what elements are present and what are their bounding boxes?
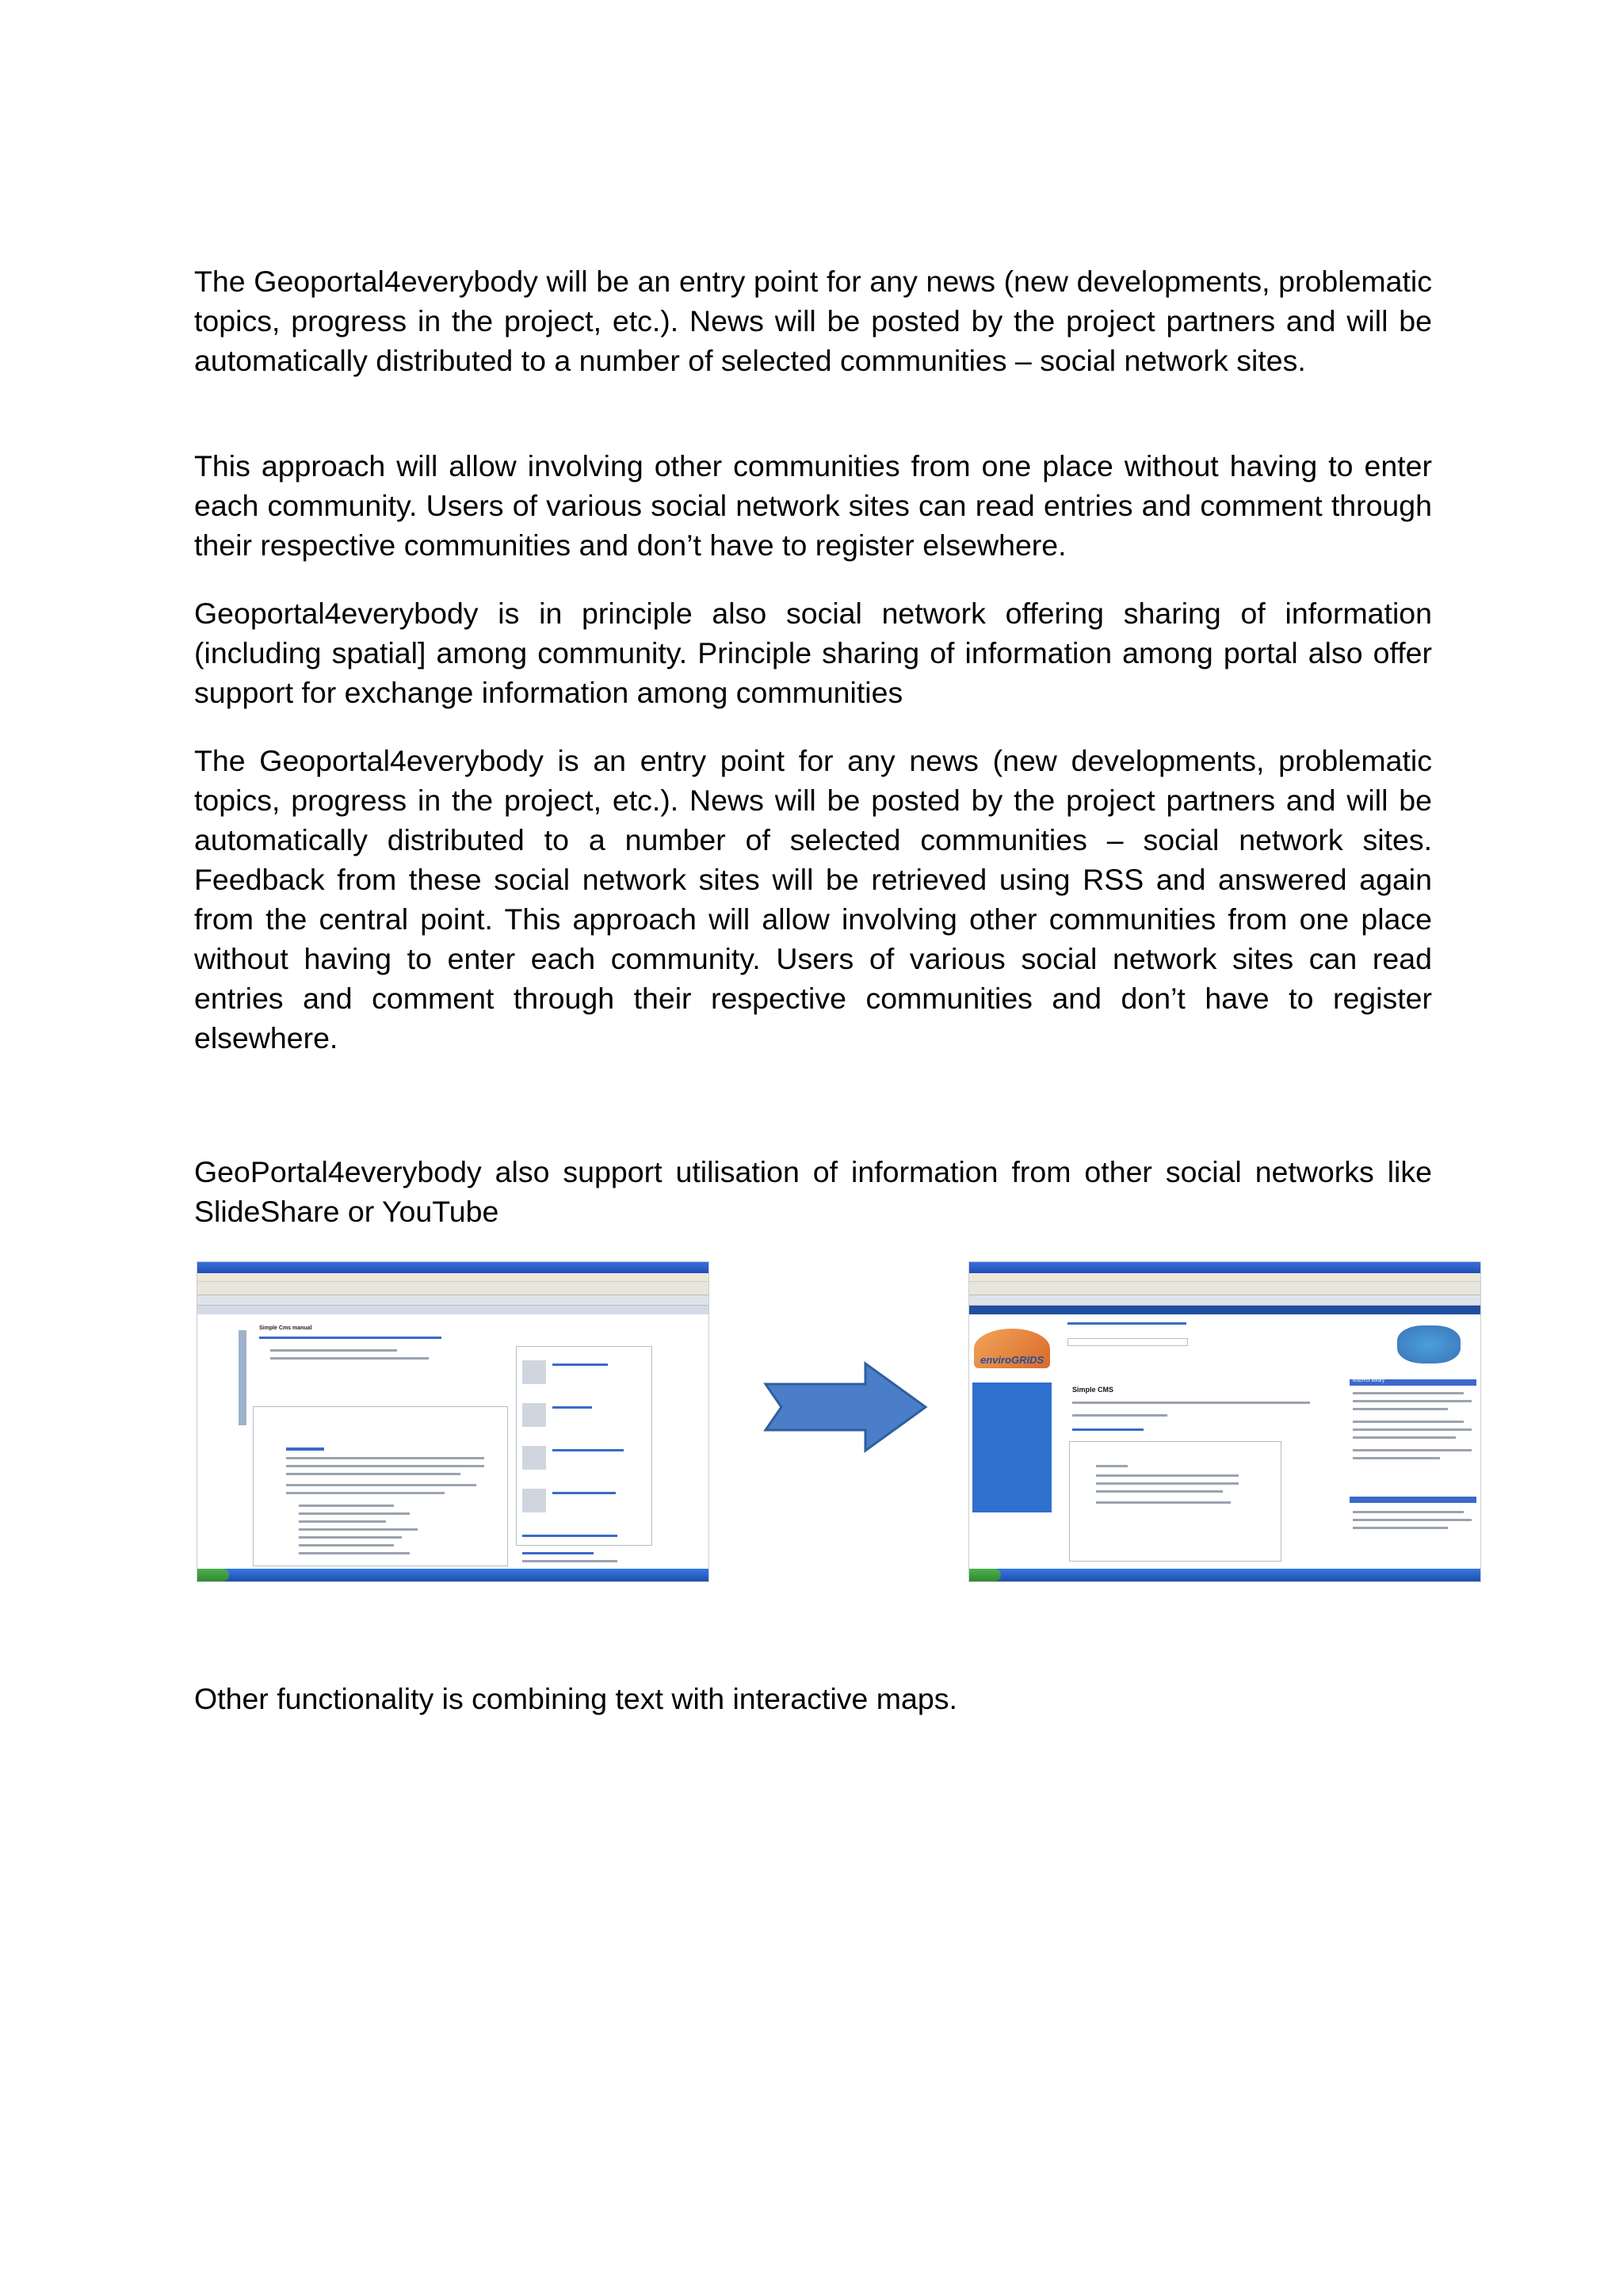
screenshot-left-title: Simple Cms manual — [259, 1325, 312, 1331]
right-arrow-icon — [762, 1360, 929, 1454]
screenshot-simple-cms-manual — [197, 1261, 709, 1582]
paragraph-intro: The Geoportal4everybody will be an entry point for any news (new developments, problematic topics, progress in the project, etc.). News will be posted by the project partners and will be automatically distributed to a number of selected communities – social network sites. — [194, 265, 1432, 377]
paragraph-social-network: Geoportal4everybody is in principle also social network offering sharing of information (including spatial] among community. Principle sharing of information among portal also offer support for exchange information among communities — [194, 597, 1432, 709]
screenshot-right-title: Simple CMS — [1072, 1386, 1114, 1394]
paragraph-entry-point: The Geoportal4everybody is an entry point for any news (new developments, problematic topics, progress in the project, etc.). News will be posted by the project partners and will be automatically distributed to a number of selected communities – social network sites. Feedback from these social network sites will be retrieved using RSS and answered again from the central point. This approach will allow involving other communities from one place without having to enter each community. Users of various social network sites can read entries and comment through their respective communities and don’t have to register elsewhere. — [194, 744, 1432, 1055]
screenshot-envirogrids-simple-cms — [968, 1261, 1481, 1582]
envirogrids-logo: enviroGRIDS — [980, 1354, 1044, 1366]
screenshot-right-sidebar-title: BSERIS library — [1353, 1379, 1385, 1383]
paragraph-interactive-maps: Other functionality is combining text with interactive maps. — [194, 1682, 957, 1715]
paragraph-slideshare: GeoPortal4everybody also support utilisation of information from other social networks like SlideShare or YouTube — [194, 1155, 1432, 1228]
paragraph-approach: This approach will allow involving other communities from one place without having to enter each community. Users of various social network sites can read entries and comment through their respective communities and don’t have to register elsewhere. — [194, 449, 1432, 562]
